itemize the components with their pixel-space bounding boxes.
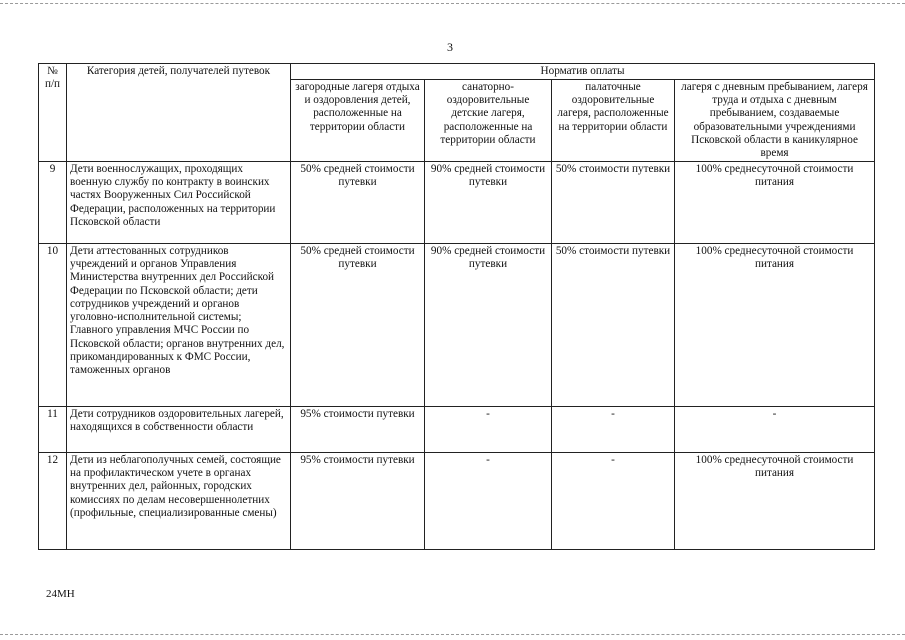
header-tent-camps: палаточные оздоровительные лагеря, расположенные на территории области xyxy=(552,80,675,162)
row-day-camps-norm: 100% среднесуточной стоимости питания xyxy=(675,453,875,550)
row-country-camps-norm: 50% средней стоимости путевки xyxy=(291,244,425,407)
header-payment-norm: Норматив оплаты xyxy=(291,64,875,80)
row-number: 11 xyxy=(39,407,67,453)
table-row xyxy=(39,453,875,550)
row-tent-camps-norm: - xyxy=(552,453,675,550)
row-country-camps-norm: 50% средней стоимости путевки xyxy=(291,162,425,244)
row-day-camps-norm: 100% среднесуточной стоимости питания xyxy=(675,162,875,244)
table-row xyxy=(39,407,875,453)
row-day-camps-norm: 100% среднесуточной стоимости питания xyxy=(675,244,875,407)
row-category: Дети сотрудников оздоровительных лагерей, находящихся в собственности области xyxy=(67,407,291,453)
row-country-camps-norm: 95% стоимости путевки xyxy=(291,453,425,550)
row-number: 10 xyxy=(39,244,67,407)
row-number: 12 xyxy=(39,453,67,550)
row-tent-camps-norm: 50% стоимости путевки xyxy=(552,162,675,244)
row-sanatorium-camps-norm: 90% средней стоимости путевки xyxy=(425,162,552,244)
header-category: Категория детей, получателей путевок xyxy=(67,64,291,162)
header-number: № п/п xyxy=(39,64,67,162)
scan-bottom-edge xyxy=(0,634,905,635)
row-category: Дети из неблагополучных семей, состоящие на профилактическом учете в органах внутренних дел, районных, городских комиссиях по делам несовершеннолетних (профильные, специализированные смены) xyxy=(67,453,291,550)
row-tent-camps-norm: 50% стоимости путевки xyxy=(552,244,675,407)
payment-norms-table xyxy=(38,63,875,550)
row-sanatorium-camps-norm: 90% средней стоимости путевки xyxy=(425,244,552,407)
row-number: 9 xyxy=(39,162,67,244)
row-day-camps-norm: - xyxy=(675,407,875,453)
row-tent-camps-norm: - xyxy=(552,407,675,453)
row-category: Дети военнослужащих, проходящих военную службу по контракту в воинских частях Вооруженных Сил Российской Федерации, расположенных на территории Псковской области xyxy=(67,162,291,244)
table-row xyxy=(39,162,875,244)
page-number: 3 xyxy=(447,40,453,54)
scan-top-edge xyxy=(0,3,905,4)
table-row xyxy=(39,244,875,407)
row-country-camps-norm: 95% стоимости путевки xyxy=(291,407,425,453)
row-sanatorium-camps-norm: - xyxy=(425,453,552,550)
header-sanatorium-camps: санаторно-оздоровительные детские лагеря, расположенные на территории области xyxy=(425,80,552,162)
header-day-camps: лагеря с дневным пребыванием, лагеря труда и отдыха с дневным пребыванием, создаваемые образовательными учреждениями Псковской области в каникулярное время xyxy=(675,80,875,162)
row-category: Дети аттестованных сотрудников учреждений и органов Управления Министерства внутренних дел Российской Федерации по Псковской области; дети сотрудников учреждений и органов уголовно-исполнительной системы; Главного управления МЧС России по Псковской области; органов внутренних дел, прикомандированных к ФМС России, таможенных органов xyxy=(67,244,291,407)
header-country-camps: загородные лагеря отдыха и оздоровления детей, расположенные на территории области xyxy=(291,80,425,162)
footer-document-code: 24МН xyxy=(46,588,75,600)
row-sanatorium-camps-norm: - xyxy=(425,407,552,453)
